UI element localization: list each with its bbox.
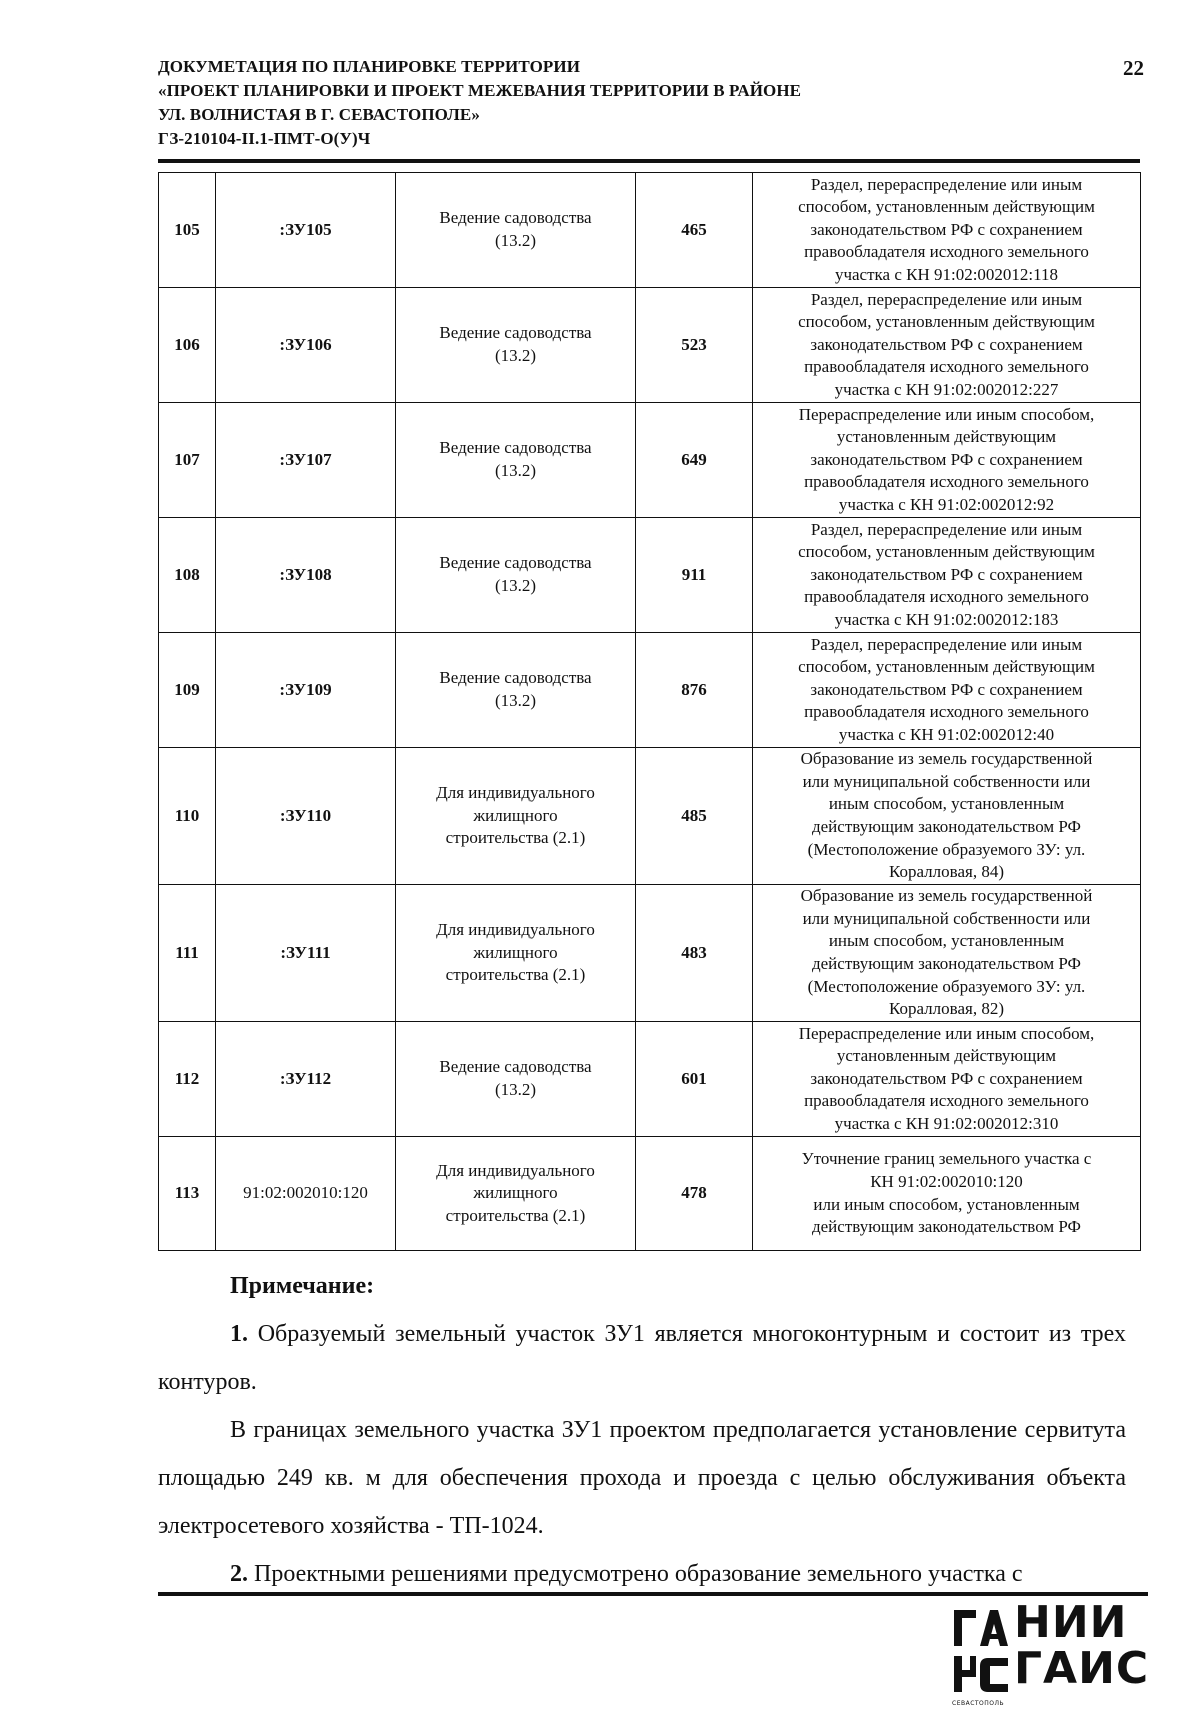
formation-method-cell: [753, 1022, 1141, 1137]
table-row: [159, 173, 1141, 288]
formation-method-cell-line: законодательством РФ с сохранением: [810, 564, 1083, 584]
formation-method-cell-line: законодательством РФ с сохранением: [810, 449, 1083, 469]
parcel-id-cell: :ЗУ108: [216, 518, 396, 633]
parcel-id-cell: :ЗУ106: [216, 288, 396, 403]
permitted-use-cell-line: Ведение садоводства: [439, 1057, 592, 1077]
formation-method-cell: [753, 403, 1141, 518]
permitted-use-cell-line: (13.2): [494, 691, 537, 710]
formation-method-cell-line: Раздел, перераспределение или иным: [810, 289, 1083, 309]
formation-method-cell-line: КН 91:02:002010:120: [870, 1171, 1023, 1191]
permitted-use-cell-line: жилищного: [473, 942, 558, 962]
permitted-use-cell-line: жилищного: [473, 1183, 558, 1203]
note-text-2: В границах земельного участка ЗУ1 проектом предполагается установление сервитута площадью 249 кв. м для обеспечения прохода и проезда с целью обслуживания объекта электросетевого хозяйства - ТП-1024.: [158, 1417, 1126, 1539]
row-number-cell: 113: [159, 1137, 216, 1251]
formation-method-cell: [753, 885, 1141, 1022]
area-cell: 483: [636, 885, 753, 1022]
formation-method-cell-line: Коралловая, 84): [889, 862, 1004, 882]
logo-caption: СЕВАСТОПОЛЬ: [952, 1700, 1005, 1707]
formation-method-cell-line: Образование из земель государственной: [800, 749, 1093, 769]
header-title-line-3: УЛ. ВОЛНИСТАЯ В Г. СЕВАСТОПОЛЕ»: [158, 105, 480, 124]
formation-method-cell-line: участка с КН 91:02:002012:118: [834, 264, 1059, 284]
formation-method-cell-line: правообладателя исходного земельного: [804, 472, 1089, 492]
document-code: ГЗ-210104-II.1-ПМТ-О(У)Ч: [158, 129, 371, 148]
area-cell: 465: [636, 173, 753, 288]
parcels-table: [158, 172, 1141, 1251]
parcel-id-cell: :ЗУ112: [216, 1022, 396, 1137]
formation-method-cell-line: или иным способом, установленным: [813, 1194, 1080, 1214]
formation-method-cell-line: законодательством РФ с сохранением: [810, 679, 1083, 699]
permitted-use-cell-line: Для индивидуального: [436, 920, 595, 940]
permitted-use-cell-line: (13.2): [494, 1080, 537, 1099]
formation-method-cell-line: способом, установленным действующим: [798, 197, 1095, 217]
row-number-cell: 108: [159, 518, 216, 633]
permitted-use-cell-line: Ведение садоводства: [439, 553, 592, 573]
formation-method-cell-line: Раздел, перераспределение или иным: [810, 634, 1083, 654]
formation-method-cell-line: Образование из земель государственной: [800, 886, 1093, 906]
formation-method-cell: [753, 288, 1141, 403]
row-number-cell: 105: [159, 173, 216, 288]
table-row: [159, 633, 1141, 748]
permitted-use-cell-line: строительства (2.1): [445, 1205, 586, 1225]
formation-method-cell-line: (Местоположение образуемого ЗУ: ул.: [807, 839, 1086, 859]
row-number-cell: 109: [159, 633, 216, 748]
row-number-cell: 111: [159, 885, 216, 1022]
table-row: [159, 748, 1141, 885]
row-number-cell: 107: [159, 403, 216, 518]
note-number-2: 2.: [230, 1561, 248, 1587]
permitted-use-cell-line: Для индивидуального: [436, 1160, 595, 1180]
permitted-use-cell-line: жилищного: [473, 805, 558, 825]
formation-method-cell-line: или муниципальной собственности или: [802, 908, 1091, 928]
table-row: [159, 885, 1141, 1022]
notes-title: Примечание:: [230, 1273, 375, 1299]
formation-method-cell-line: участка с КН 91:02:002012:183: [834, 609, 1059, 629]
permitted-use-cell: [396, 633, 636, 748]
table-row: [159, 1137, 1141, 1251]
formation-method-cell-line: правообладателя исходного земельного: [804, 702, 1089, 722]
formation-method-cell-line: способом, установленным действующим: [798, 657, 1095, 677]
notes-section: [158, 1262, 1126, 1598]
permitted-use-cell: [396, 1137, 636, 1251]
formation-method-cell-line: или муниципальной собственности или: [802, 771, 1091, 791]
formation-method-cell-line: участка с КН 91:02:002012:227: [834, 379, 1059, 399]
area-cell: 876: [636, 633, 753, 748]
permitted-use-cell-line: (13.2): [494, 461, 537, 480]
document-header: [158, 55, 1148, 151]
formation-method-cell-line: законодательством РФ с сохранением: [810, 334, 1083, 354]
permitted-use-cell-line: строительства (2.1): [445, 828, 586, 848]
page-number: 22: [1123, 56, 1144, 80]
formation-method-cell-line: способом, установленным действующим: [798, 542, 1095, 562]
table-row: [159, 1022, 1141, 1137]
formation-method-cell-line: законодательством РФ с сохранением: [810, 1068, 1083, 1088]
formation-method-cell-line: участка с КН 91:02:002012:92: [838, 494, 1055, 514]
permitted-use-cell-line: Ведение садоводства: [439, 208, 592, 228]
permitted-use-cell: [396, 885, 636, 1022]
parcel-id-cell: :ЗУ107: [216, 403, 396, 518]
area-cell: 485: [636, 748, 753, 885]
permitted-use-cell-line: (13.2): [494, 346, 537, 365]
permitted-use-cell-line: (13.2): [494, 576, 537, 595]
formation-method-cell-line: установленным действующим: [836, 427, 1057, 447]
formation-method-cell: [753, 1137, 1141, 1251]
header-title-line-2: «ПРОЕКТ ПЛАНИРОВКИ И ПРОЕКТ МЕЖЕВАНИЯ ТЕРРИТОРИИ В РАЙОНЕ: [158, 81, 802, 100]
parcel-id-cell: :ЗУ109: [216, 633, 396, 748]
header-divider: [158, 159, 1140, 163]
permitted-use-cell-line: Ведение садоводства: [439, 323, 592, 343]
formation-method-cell-line: (Местоположение образуемого ЗУ: ул.: [807, 976, 1086, 996]
area-cell: 523: [636, 288, 753, 403]
formation-method-cell-line: правообладателя исходного земельного: [804, 357, 1089, 377]
footer-divider: [158, 1592, 1148, 1596]
formation-method-cell-line: иным способом, установленным: [828, 794, 1065, 814]
formation-method-cell-line: действующим законодательством РФ: [811, 954, 1081, 973]
note-paragraph-2: [158, 1406, 1126, 1550]
parcel-id-cell: :ЗУ110: [216, 748, 396, 885]
permitted-use-cell: [396, 173, 636, 288]
nii-gais-logo: [952, 1597, 1150, 1710]
formation-method-cell: [753, 518, 1141, 633]
area-cell: 478: [636, 1137, 753, 1251]
permitted-use-cell-line: Ведение садоводства: [439, 668, 592, 688]
formation-method-cell-line: правообладателя исходного земельного: [804, 1091, 1089, 1111]
note-text-1: Образуемый земельный участок ЗУ1 является многоконтурным и состоит из трех контуров.: [158, 1321, 1126, 1395]
row-number-cell: 106: [159, 288, 216, 403]
permitted-use-cell: [396, 288, 636, 403]
formation-method-cell-line: участка с КН 91:02:002012:40: [838, 724, 1055, 744]
area-cell: 911: [636, 518, 753, 633]
formation-method-cell-line: Перераспределение или иным способом,: [798, 404, 1095, 424]
formation-method-cell-line: законодательством РФ с сохранением: [810, 219, 1083, 239]
permitted-use-cell-line: (13.2): [494, 231, 537, 250]
formation-method-cell: [753, 173, 1141, 288]
permitted-use-cell: [396, 1022, 636, 1137]
table-row: [159, 518, 1141, 633]
permitted-use-cell: [396, 518, 636, 633]
table-row: [159, 403, 1141, 518]
formation-method-cell-line: Коралловая, 82): [889, 999, 1004, 1019]
table-row: [159, 288, 1141, 403]
formation-method-cell-line: Раздел, перераспределение или иным: [810, 174, 1083, 194]
formation-method-cell: [753, 748, 1141, 885]
row-number-cell: 110: [159, 748, 216, 885]
permitted-use-cell: [396, 748, 636, 885]
formation-method-cell-line: способом, установленным действующим: [798, 312, 1095, 332]
note-paragraph-1: [158, 1310, 1126, 1406]
formation-method-cell-line: Перераспределение или иным способом,: [798, 1023, 1095, 1043]
logo-text-line-1: НИИ: [1014, 1597, 1128, 1648]
formation-method-cell-line: установленным действующим: [836, 1046, 1057, 1066]
logo-text-line-2: ГАИС: [1014, 1643, 1150, 1694]
formation-method-cell-line: правообладателя исходного земельного: [804, 587, 1089, 607]
row-number-cell: 112: [159, 1022, 216, 1137]
permitted-use-cell-line: Для индивидуального: [436, 783, 595, 803]
area-cell: 649: [636, 403, 753, 518]
permitted-use-cell-line: строительства (2.1): [445, 965, 586, 985]
permitted-use-cell: [396, 403, 636, 518]
formation-method-cell-line: иным способом, установленным: [828, 931, 1065, 951]
formation-method-cell-line: Раздел, перераспределение или иным: [810, 519, 1083, 539]
note-number-1: 1.: [230, 1321, 248, 1347]
logo-text: [1014, 1597, 1150, 1694]
parcel-id-cell: :ЗУ111: [216, 885, 396, 1022]
formation-method-cell: [753, 633, 1141, 748]
formation-method-cell-line: участка с КН 91:02:002012:310: [834, 1113, 1059, 1133]
parcel-id-cell: :ЗУ105: [216, 173, 396, 288]
logo-emblem-icon: [952, 1606, 1008, 1698]
formation-method-cell-line: правообладателя исходного земельного: [804, 242, 1089, 262]
header-title-line-1: ДОКУМЕТАЦИЯ ПО ПЛАНИРОВКЕ ТЕРРИТОРИИ: [158, 57, 581, 76]
area-cell: 601: [636, 1022, 753, 1137]
formation-method-cell-line: действующим законодательством РФ: [811, 817, 1081, 836]
note-paragraph-3: [158, 1550, 1126, 1598]
parcels-table-body: [159, 173, 1141, 1251]
formation-method-cell-line: Уточнение границ земельного участка с: [801, 1149, 1092, 1169]
note-text-3: Проектными решениями предусмотрено образование земельного участка с: [248, 1561, 1023, 1587]
formation-method-cell-line: действующим законодательством РФ: [811, 1217, 1081, 1237]
parcel-id-cell: 91:02:002010:120: [216, 1137, 396, 1251]
permitted-use-cell-line: Ведение садоводства: [439, 438, 592, 458]
